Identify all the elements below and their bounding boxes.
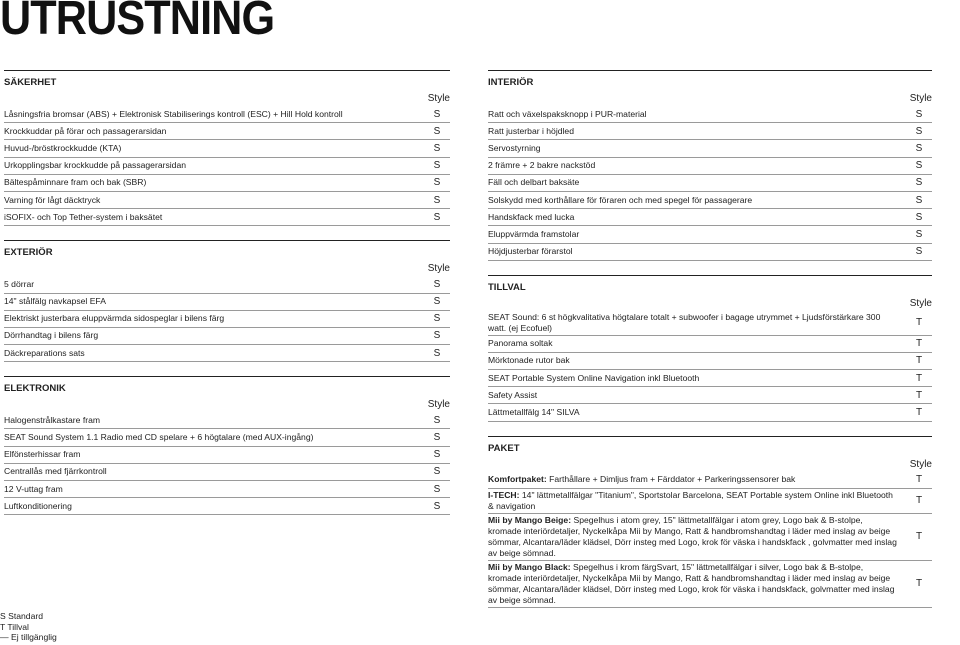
equipment-text: iSOFIX- och Top Tether-system i baksätet (4, 211, 163, 222)
availability-value: T (915, 495, 923, 507)
equipment-row (4, 106, 450, 123)
equipment-row (4, 328, 450, 345)
availability-value: S (915, 246, 923, 258)
equipment-label (4, 330, 428, 341)
availability-value: T (915, 317, 923, 329)
section-säkerhet (4, 70, 450, 226)
equipment-row (4, 123, 450, 140)
equipment-text: Elektriskt justerbara eluppvärmda sidospeglar i bilens färg (4, 313, 225, 324)
equipment-text: Fäll och delbart baksäte (488, 177, 580, 188)
equipment-text: Servostyrning (488, 142, 541, 153)
equipment-row (4, 498, 450, 515)
equipment-row (488, 175, 932, 192)
availability-value: S (433, 483, 441, 495)
equipment-label (4, 160, 428, 171)
equipment-text: Panorama soltak (488, 338, 553, 349)
equipment-row (488, 209, 932, 226)
availability-value: S (433, 125, 441, 137)
equipment-label (4, 484, 428, 495)
legend (0, 611, 57, 643)
equipment-row (488, 561, 932, 608)
availability-value: S (433, 500, 441, 512)
equipment-label (4, 177, 428, 188)
availability-value: T (915, 531, 923, 543)
equipment-row (4, 158, 450, 175)
availability-value: T (915, 372, 923, 384)
equipment-text: SEAT Sound System 1.1 Radio med CD spelare + 6 högtalare (med AUX-ingång) (4, 432, 314, 443)
equipment-text: Ratt och växelspaksknopp i PUR-material (488, 108, 647, 119)
style-column-header: Style (909, 297, 932, 309)
availability-value: S (433, 347, 441, 359)
equipment-text: Solskydd med korthållare för föraren och med spegel för passagerare (488, 194, 753, 205)
equipment-row (4, 311, 450, 328)
equipment-row (4, 447, 450, 464)
availability-value: S (433, 211, 441, 223)
equipment-row (4, 481, 450, 498)
section-title: TILLVAL (488, 275, 932, 293)
equipment-label (488, 143, 910, 154)
section-title: SÄKERHET (4, 70, 450, 88)
equipment-label (4, 348, 428, 359)
right-column (488, 70, 932, 622)
equipment-text: Krockkuddar på förar och passagerarsidan (4, 125, 167, 136)
availability-value: S (433, 330, 441, 342)
availability-value: S (433, 432, 441, 444)
availability-value: S (915, 228, 923, 240)
equipment-text: Lättmetallfälg 14" SILVA (488, 407, 580, 418)
availability-value: S (915, 194, 923, 206)
equipment-row (488, 514, 932, 561)
equipment-row (4, 294, 450, 311)
left-column (4, 70, 450, 529)
equipment-text: Varning för lågt däcktryck (4, 194, 101, 205)
equipment-text: Bältespåminnare fram och bak (SBR) (4, 177, 147, 188)
equipment-row (4, 412, 450, 429)
section-paket (488, 436, 932, 608)
equipment-text: Spegelhus i krom färgSvart, 15" lättmetallfälgar i silver, Logo bak & B-stolpe, kromade interiördetaljer, Nyckelkåpa Mii by Mango, Ratt & handbromshandtag i läder med inslag av beige sömmar, Alcantara/läder klädsel, Dörr insteg med Logo, krok för väska i handskfack, golvmatter med inslag av beige sömnad. (488, 561, 895, 605)
equipment-label (488, 373, 910, 384)
equipment-row (488, 140, 932, 157)
equipment-text: 5 dörrar (4, 278, 35, 289)
equipment-row (488, 244, 932, 261)
availability-value: S (915, 142, 923, 154)
equipment-row (488, 192, 932, 209)
legend-ej-tillganglig: — Ej tillgänglig (0, 632, 57, 642)
equipment-text: Spegelhus i atom grey, 15" lättmetallfälgar i atom grey, Logo bak & B-stolpe, kromade interiördetaljer, Nyckelkåpa Mii by Mango, Ratt & handbromshandtag i läder med inslag av beige sömmar, Alcantara/läder klädsel, Dörr insteg med Logo, krok för väska i handskfack , golvmatter med inslag av beige sömnad. (488, 514, 897, 558)
equipment-text: Halogenstrålkastare fram (4, 414, 101, 425)
equipment-row (488, 472, 932, 489)
availability-value: S (433, 177, 441, 189)
equipment-label (488, 312, 910, 334)
equipment-row (488, 336, 932, 353)
equipment-row (4, 209, 450, 226)
availability-value: S (433, 142, 441, 154)
equipment-text: Luftkonditionering (4, 500, 72, 511)
equipment-text: 12 V-uttag fram (4, 483, 63, 494)
equipment-text: Eluppvärmda framstolar (488, 228, 580, 239)
equipment-text: SEAT Sound: 6 st högkvalitativa högtalare totalt + subwoofer i bagage utrymmet + Ljudsförstärkare 300 watt. (ej Ecofuel) (488, 311, 881, 333)
section-tillval (488, 275, 932, 422)
equipment-label (488, 126, 910, 137)
style-column-header: Style (909, 93, 932, 104)
availability-value: S (433, 466, 441, 478)
equipment-row (488, 106, 932, 123)
equipment-label (488, 338, 910, 349)
equipment-text: Dörrhandtag i bilens färg (4, 330, 99, 341)
availability-value: T (915, 338, 923, 350)
equipment-label (4, 432, 428, 443)
availability-value: T (915, 355, 923, 367)
style-column-header: Style (427, 399, 450, 411)
equipment-text: Huvud-/bröstkrockkudde (KTA) (4, 142, 122, 153)
equipment-text: 14" lättmetallfälgar "Titanium", Sportstolar Barcelona, SEAT Portable system Online inkl Bluetooth & navigation (488, 489, 893, 511)
availability-value: S (915, 211, 923, 223)
equipment-text: Mörktonade rutor bak (488, 355, 570, 366)
equipment-row (4, 192, 450, 209)
legend-standard: S Standard (0, 611, 43, 621)
equipment-row (4, 140, 450, 157)
equipment-row (488, 353, 932, 370)
availability-value: S (433, 313, 441, 325)
section-elektronik (4, 376, 450, 515)
equipment-label (4, 296, 428, 307)
availability-value: S (915, 160, 923, 172)
equipment-text: Däckreparations sats (4, 347, 85, 358)
equipment-label (488, 515, 910, 559)
equipment-text: 2 främre + 2 bakre nackstöd (488, 160, 596, 171)
equipment-label (4, 313, 428, 324)
equipment-row (488, 158, 932, 175)
equipment-label (488, 407, 910, 418)
equipment-label (4, 126, 428, 137)
package-name: Mii by Mango Beige: (488, 514, 572, 525)
equipment-text: Elfönsterhissar fram (4, 449, 81, 460)
equipment-text: 14" stålfälg navkapsel EFA (4, 296, 106, 307)
equipment-row (488, 387, 932, 404)
equipment-label (4, 109, 428, 120)
style-column-header: Style (427, 93, 450, 104)
equipment-label (4, 279, 428, 290)
section-title: ELEKTRONIK (4, 376, 450, 394)
package-name: Mii by Mango Black: (488, 561, 571, 572)
style-column-header: Style (909, 458, 932, 470)
equipment-row (488, 404, 932, 421)
equipment-text: Urkopplingsbar krockkudde på passagerarsidan (4, 160, 187, 171)
style-column-header: Style (427, 263, 450, 275)
equipment-label (488, 246, 910, 257)
equipment-label (4, 466, 428, 477)
equipment-label (4, 501, 428, 512)
equipment-text: SEAT Portable System Online Navigation inkl Bluetooth (488, 372, 700, 383)
equipment-row (4, 276, 450, 293)
equipment-row (488, 311, 932, 336)
section-title: PAKET (488, 436, 932, 454)
equipment-text: Låsningsfria bromsar (ABS) + Elektronisk Stabiliserings kontroll (ESC) + Hill Hold kontroll (4, 108, 343, 119)
availability-value: S (433, 160, 441, 172)
equipment-label (488, 195, 910, 206)
equipment-row (488, 370, 932, 387)
equipment-label (488, 390, 910, 401)
equipment-label (488, 229, 910, 240)
availability-value: T (915, 407, 923, 419)
equipment-label (488, 562, 910, 606)
package-name: Komfortpaket: (488, 474, 547, 485)
section-exteriör (4, 240, 450, 362)
availability-value: T (915, 474, 923, 486)
legend-tillval: T Tillval (0, 621, 29, 632)
section-interiör (488, 70, 932, 261)
equipment-row (488, 123, 932, 140)
equipment-label (4, 415, 428, 426)
equipment-row (488, 226, 932, 243)
section-title: EXTERIÖR (4, 240, 450, 258)
equipment-text: Handskfack med lucka (488, 211, 575, 222)
availability-value: S (915, 177, 923, 189)
equipment-text: Safety Assist (488, 389, 538, 400)
availability-value: S (433, 414, 441, 426)
availability-value: S (433, 108, 441, 120)
availability-value: S (433, 296, 441, 308)
equipment-row (4, 464, 450, 481)
equipment-text: Ratt justerbar i höjdled (488, 125, 574, 136)
page-title: UTRUSTNING (0, 0, 275, 45)
availability-value: S (433, 449, 441, 461)
equipment-text: Höjdjusterbar förarstol (488, 246, 573, 257)
equipment-label (488, 160, 910, 171)
equipment-label (4, 143, 428, 154)
equipment-row (488, 489, 932, 514)
equipment-row (4, 345, 450, 362)
equipment-row (4, 175, 450, 192)
availability-value: S (915, 125, 923, 137)
equipment-label (488, 212, 910, 223)
equipment-row (4, 429, 450, 446)
equipment-label (488, 109, 910, 120)
availability-value: S (915, 108, 923, 120)
equipment-text: Centrallås med fjärrkontroll (4, 466, 107, 477)
availability-value: S (433, 194, 441, 206)
equipment-label (488, 490, 910, 512)
availability-value: S (433, 278, 441, 290)
equipment-label (4, 195, 428, 206)
section-title: INTERIÖR (488, 70, 932, 88)
equipment-label (488, 177, 910, 188)
availability-value: T (915, 578, 923, 590)
package-name: I-TECH: (488, 489, 520, 500)
equipment-label (488, 355, 910, 366)
equipment-label (488, 474, 910, 485)
equipment-label (4, 449, 428, 460)
equipment-text: Farthållare + Dimljus fram + Färddator + Parkeringssensorer bak (546, 474, 796, 485)
availability-value: T (915, 389, 923, 401)
equipment-label (4, 212, 428, 223)
